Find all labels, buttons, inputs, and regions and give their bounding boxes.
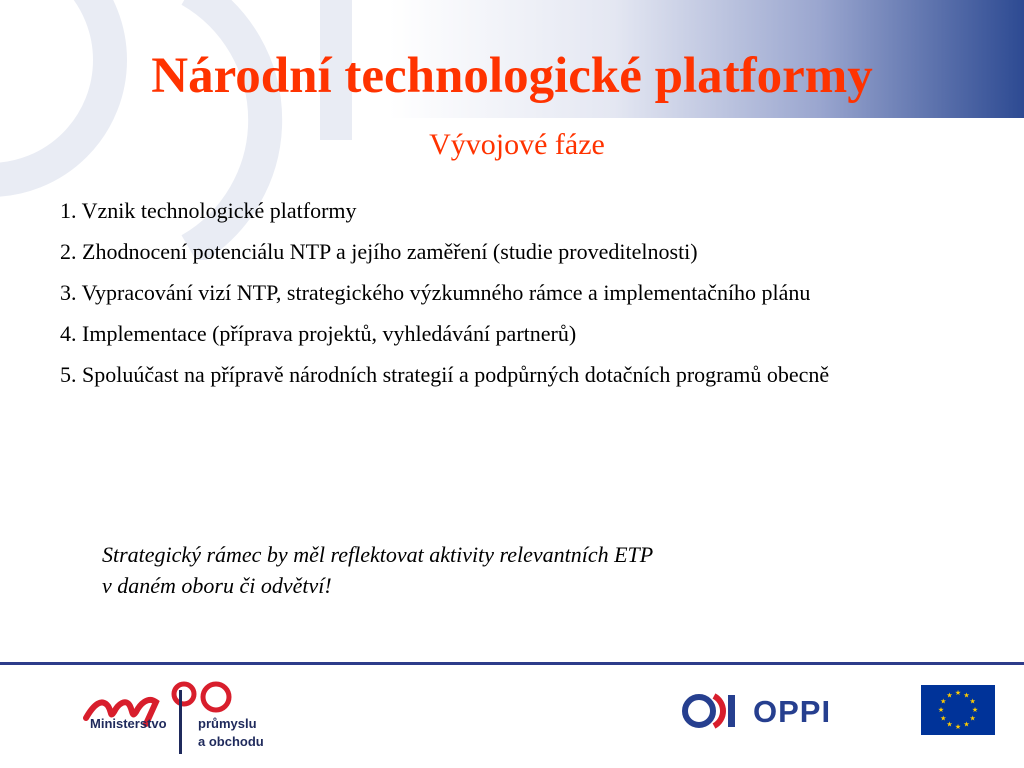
strategy-note	[102, 539, 902, 601]
svg-text:★: ★	[963, 720, 970, 729]
svg-text:★: ★	[946, 691, 953, 700]
eu-flag-icon	[921, 685, 995, 735]
svg-text:★: ★	[937, 706, 945, 714]
svg-text:★: ★	[963, 691, 970, 700]
phase-list	[60, 195, 960, 400]
svg-text:★: ★	[971, 706, 979, 714]
svg-text:★: ★	[940, 697, 947, 706]
svg-text:★: ★	[954, 723, 962, 731]
mpo-logo-word: průmyslu	[198, 716, 257, 731]
svg-text:★: ★	[940, 714, 947, 723]
oppi-logo-icon	[680, 690, 750, 734]
phase-item: 2. Zhodnocení potenciálu NTP a jejího zaměření (studie proveditelnosti)	[60, 239, 698, 264]
strategy-note-line: Strategický rámec by měl reflektovat aktivity relevantních ETP	[102, 542, 654, 567]
svg-text:★: ★	[946, 720, 953, 729]
strategy-note-line: v daném oboru či odvětví!	[102, 573, 332, 598]
oppi-logo-text: OPPI	[753, 694, 832, 729]
svg-text:★: ★	[969, 714, 976, 723]
slide-subtitle: Vývojové fáze	[429, 128, 605, 161]
mpo-logo-word: a obchodu	[198, 734, 264, 749]
footer-divider	[0, 662, 1024, 665]
phase-item: 1. Vznik technologické platformy	[60, 198, 357, 223]
svg-text:★: ★	[969, 697, 976, 706]
mpo-logo-word: Ministerstvo	[90, 716, 167, 731]
slide-title: Národní technologické platformy	[151, 48, 873, 104]
svg-text:★: ★	[954, 689, 962, 697]
phase-item: 4. Implementace (příprava projektů, vyhledávání partnerů)	[60, 321, 577, 346]
phase-item: 5. Spoluúčast na přípravě národních strategií a podpůrných dotačních programů obecně	[60, 362, 830, 387]
phase-item: 3. Vypracování vizí NTP, strategického výzkumného rámce a implementačního plánu	[60, 280, 811, 305]
